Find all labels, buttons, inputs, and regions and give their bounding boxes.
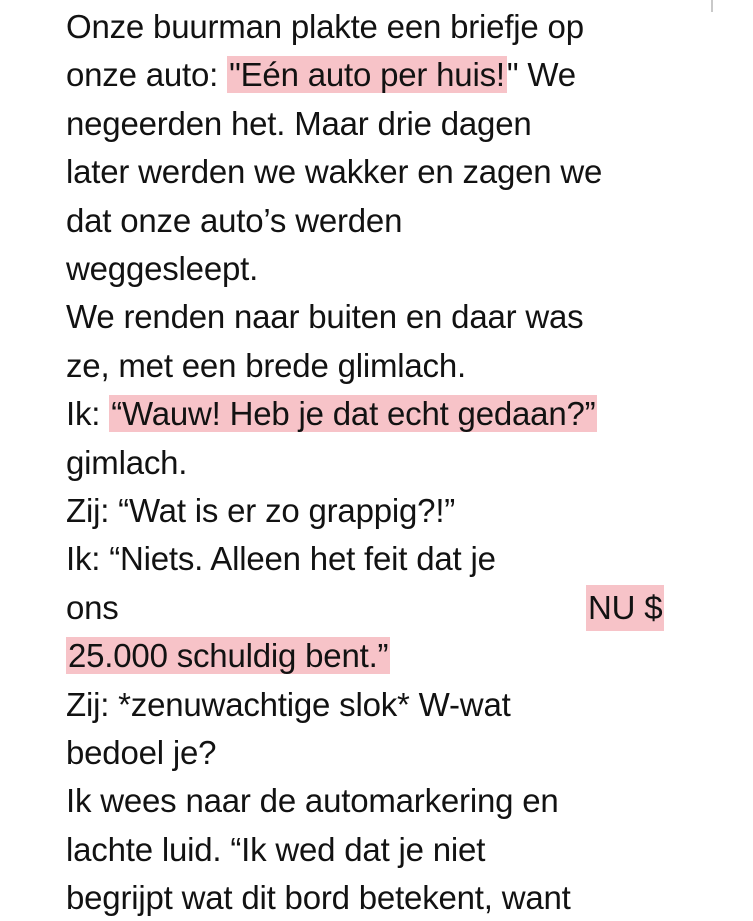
text-segment: lachte luid. “Ik wed dat je niet xyxy=(66,830,486,868)
text-segment: Zij: “Wat is er zo grappig?!” xyxy=(66,492,456,529)
text-segment: Zij: *zenuwachtige slok* W-wat xyxy=(66,685,511,723)
text-line xyxy=(66,778,559,824)
text-segment: Onze buurman plakte een briefje op xyxy=(66,8,584,45)
highlighted-text: 25.000 schuldig bent.” xyxy=(68,637,389,675)
text-line xyxy=(66,585,663,631)
text-line xyxy=(66,198,402,244)
text-line xyxy=(66,633,390,679)
text-line xyxy=(66,488,455,534)
text-line xyxy=(66,246,258,292)
text-segment: ze, met een brede glimlach. xyxy=(66,346,466,384)
text-segment: Ik: xyxy=(66,395,110,433)
text-line xyxy=(66,4,584,50)
text-line xyxy=(66,391,597,437)
text-line xyxy=(66,682,511,728)
text-segment: dat onze auto’s werden xyxy=(66,201,403,239)
text-segment: Ik: “Niets. Alleen het feit dat je xyxy=(66,540,496,578)
text-segment: ons xyxy=(66,588,119,626)
text-segment: We renden naar buiten en daar was xyxy=(66,298,584,336)
text-segment: begrijpt wat dit bord betekent, want xyxy=(66,879,571,917)
text-line xyxy=(66,875,571,921)
text-line xyxy=(66,52,576,98)
text-line xyxy=(66,294,583,340)
text-segment: negeerden het. Maar drie dagen xyxy=(66,104,532,142)
text-segment: Ik wees naar de automarkering en xyxy=(66,782,559,820)
text-line xyxy=(66,101,532,147)
text-segment: later werden we wakker en zagen we xyxy=(66,153,603,191)
highlighted-text: NU $ xyxy=(586,585,664,631)
text-segment: onze auto: xyxy=(66,56,228,94)
text-line xyxy=(66,149,602,195)
text-segment: " We xyxy=(506,56,576,94)
text-line xyxy=(66,440,187,486)
text-segment: bedoel je? xyxy=(66,734,217,771)
text-segment: gimlach. xyxy=(66,443,188,481)
highlighted-text: "Eén auto per huis! xyxy=(229,56,505,94)
text-line xyxy=(66,343,466,389)
highlighted-text: “Wauw! Heb je dat echt gedaan?” xyxy=(111,395,596,433)
text-line xyxy=(66,827,485,873)
text-segment: weggesleept. xyxy=(66,250,259,287)
text-line xyxy=(66,730,216,776)
text-line xyxy=(66,536,496,582)
scrollbar-edge[interactable] xyxy=(711,0,713,12)
